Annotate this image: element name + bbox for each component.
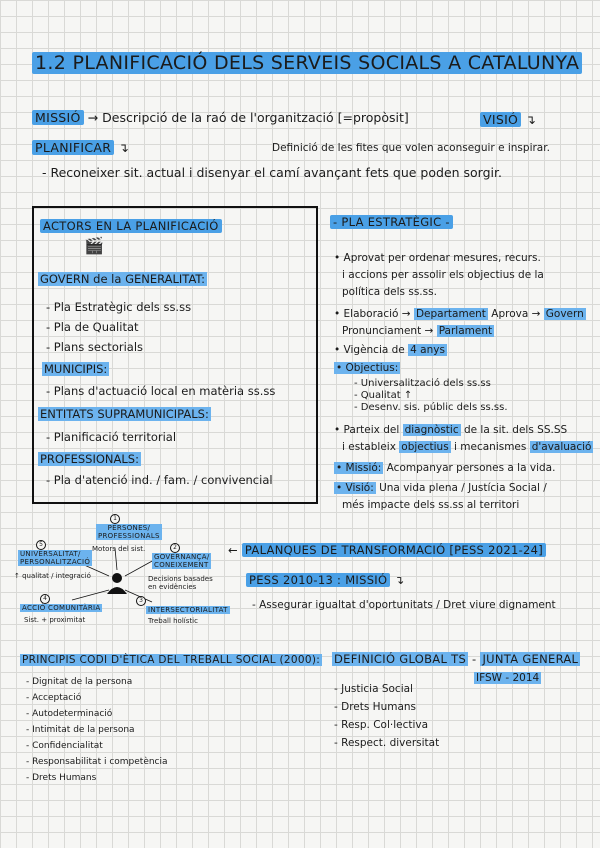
list-item: • Aprovat per ordenar mesures, recurs. [334, 252, 541, 264]
list-item: - Qualitat ↑ [354, 390, 413, 401]
pla-text: i mecanismes [454, 441, 527, 453]
pla-bullet-elaboracio [334, 306, 586, 340]
list-item: - Desenv. sis. públic dels ss.ss. [354, 402, 508, 413]
pla-highlight: 4 anys [410, 344, 445, 356]
actors-group-label: MUNICIPIS: [44, 362, 108, 376]
pla-text: • Elaboració → [334, 308, 411, 320]
actors-group-label: ENTITATS SUPRAMUNICIPALS: [40, 407, 209, 421]
vision-label-line [480, 112, 536, 127]
diagram-node-label-line: CONEIXEMENT [152, 561, 211, 569]
list-item: i accions per assolir els objectius de la [342, 269, 544, 281]
diagram-node-sub: Decisions basades en evidències [148, 575, 213, 591]
diagram-node-number: 2 [170, 543, 180, 553]
list-item: - Pla de Qualitat [46, 320, 139, 334]
list-item: - Acceptació [26, 693, 82, 703]
diagram-node-label [18, 550, 92, 566]
list-item: - Resp. Col·lectiva [334, 719, 429, 731]
diagram-node-sub: Sist. + proximitat [24, 616, 86, 624]
pla-objectius-list [354, 378, 508, 414]
pla-highlight: d'avaluació [531, 441, 592, 453]
pess-text: - Assegurar igualtat d'oportunitats / Dret viure dignament [252, 599, 556, 611]
list-item: - Justicia Social [334, 683, 413, 695]
arrow-down-icon: ↴ [394, 573, 405, 587]
list-item: - Universalització dels ss.ss [354, 378, 491, 389]
list-item: - Confidencialitat [26, 741, 103, 751]
principis-heading-text: PRINCIPIS CODI D'ÈTICA DEL TREBALL SOCIAL (2000): [22, 654, 321, 666]
vision-label: VISIÓ [480, 112, 521, 127]
actors-group-professionals [38, 452, 141, 466]
pla-text: • Vigència de [334, 344, 405, 356]
principis-list [26, 674, 168, 786]
diagram-node-label-line: UNIVERSALITAT/ [18, 550, 92, 558]
pla-text: Aprova → [491, 308, 541, 320]
pla-bullet-missio [334, 462, 555, 474]
diagram-node-label [152, 553, 211, 569]
list-item: - Plans sectorials [46, 340, 144, 354]
pla-bullet-vigencia [334, 344, 447, 356]
diagram-node-sub: Treball holístic [148, 617, 198, 625]
arrow-down-icon: ↴ [525, 112, 536, 127]
list-item: - Intimitat de la persona [26, 725, 135, 735]
clapperboard-icon: 🎬 [84, 236, 104, 255]
diagram-node-label-line: PERSONALITZACIÓ [20, 558, 91, 566]
arrow-right-icon: → [87, 110, 99, 125]
page-title-text: 1.2 PLANIFICACIÓ DELS SERVEIS SOCIALS A CATALUNYA [32, 52, 582, 74]
pla-highlight: Govern [545, 308, 584, 320]
arrow-down-icon: ↴ [118, 140, 129, 155]
list-item: - Drets Humans [334, 701, 417, 713]
pess-label-text: PESS 2010-13 : MISSIÓ [246, 573, 390, 587]
pla-text: més impacte dels ss.ss al territori [342, 499, 520, 511]
diagram-node-label [20, 604, 102, 612]
list-item: - Pla d'atenció ind. / fam. / convivencial [46, 473, 273, 487]
vision-text: Definició de les fites que volen aconseguir e inspirar. [272, 142, 550, 154]
diagram-node-label-line: GOVERNANÇA/ [154, 553, 210, 561]
actors-list-supramunicipals [46, 430, 176, 444]
pla-bullet-diagnostic [334, 422, 593, 456]
pla-text: • Parteix del [334, 424, 400, 436]
definicio-list [334, 680, 439, 752]
list-item: - Autodeterminació [26, 709, 113, 719]
actors-heading-text: ACTORS EN LA PLANIFICACIÓ [40, 219, 222, 233]
pla-text: Pronunciament → [342, 325, 434, 337]
pla-text: Acompanyar persones a la vida. [386, 462, 556, 474]
pess-label [246, 573, 404, 587]
definicio-org2-text: IFSW - 2014 [476, 672, 540, 684]
palanques-heading [228, 543, 546, 557]
definicio-heading [332, 652, 580, 666]
planificar-label-line [32, 140, 129, 155]
pla-heading-text: - PLA ESTRATÈGIC - [330, 215, 453, 229]
actors-group-supramunicipals [38, 407, 211, 421]
diagram-node-label-line: ACCIÓ COMUNITÀRIA [22, 604, 101, 612]
diagram-node-number: 4 [40, 594, 50, 604]
pla-highlight: Parlament [438, 325, 493, 337]
planificar-label: PLANIFICAR [32, 140, 114, 155]
pla-highlight: • Objectius: [336, 362, 399, 374]
diagram-node-label-line: PROFESSIONALS [98, 532, 160, 540]
list-item: - Drets Humans [26, 773, 97, 783]
actors-heading [40, 219, 222, 233]
pla-heading [330, 215, 453, 229]
actors-list-generalitat [46, 297, 191, 357]
pla-text: de la sit. dels SS.SS [463, 424, 568, 436]
diagram-node-label-line: PERSONES/ [96, 524, 162, 532]
definicio-dash: - [472, 652, 477, 666]
list-item: - Plans d'actuació local en matèria ss.ss [46, 384, 276, 398]
list-item: - Pla Estratègic dels ss.ss [46, 300, 192, 314]
pla-bullet-visio [334, 480, 547, 514]
pla-highlight: objectius [401, 441, 449, 453]
definicio-org2 [474, 672, 541, 684]
diagram-node-sub: Motors del sist. [92, 545, 146, 553]
actors-group-label: PROFESSIONALS: [40, 452, 139, 466]
mission-label: MISSIÓ [32, 110, 84, 125]
actors-group-municipis [42, 362, 109, 376]
planificar-text: - Reconeixer sit. actual i disenyar el camí avançant fets que poden sorgir. [42, 165, 502, 180]
diagram-node-number: 1 [110, 514, 120, 524]
actors-list-professionals [46, 473, 273, 487]
page-title [32, 52, 582, 74]
list-item: política dels ss.ss. [342, 286, 437, 298]
principis-heading [20, 654, 322, 666]
pla-highlight: • Visió: [336, 482, 374, 494]
list-item: - Dignitat de la persona [26, 677, 133, 687]
pla-text: i estableix [342, 441, 396, 453]
pla-highlight: Departament [415, 308, 486, 320]
actors-group-generalitat [38, 272, 207, 286]
person-icon [107, 573, 127, 594]
diagram-node-sub: ↑ qualitat / integració [14, 572, 91, 580]
actors-group-label: GOVERN de la GENERALITAT: [40, 272, 206, 286]
list-item: - Respect. diversitat [334, 737, 440, 749]
pla-bullet-objectius [334, 362, 400, 374]
diagram-node-label [96, 524, 162, 540]
list-item: - Planificació territorial [46, 430, 177, 444]
pla-bullet-aprovat [334, 250, 544, 301]
arrow-left-icon: ← [228, 543, 238, 557]
palanques-heading-text: PALANQUES DE TRANSFORMACIÓ [PESS 2021-24] [242, 543, 546, 557]
pla-text: Una vida plena / Justícia Social / [379, 482, 547, 494]
definicio-heading-text: DEFINICIÓ GLOBAL TS [334, 652, 467, 666]
mission-line [32, 110, 409, 125]
diagram-node-label [146, 606, 230, 614]
diagram-node-number: 5 [36, 540, 46, 550]
actors-list-municipis [46, 384, 275, 398]
pla-highlight: • Missió: [336, 462, 382, 474]
diagram-node-number: 3 [136, 596, 146, 606]
diagram-node-label-line: INTERSECTORIALITAT [148, 606, 228, 614]
list-item: - Responsabilitat i competència [26, 757, 168, 767]
pla-highlight: diagnòstic [404, 424, 459, 436]
definicio-org: JUNTA GENERAL [482, 652, 579, 666]
mission-text: Descripció de la raó de l'organització [=propòsit] [102, 110, 409, 125]
